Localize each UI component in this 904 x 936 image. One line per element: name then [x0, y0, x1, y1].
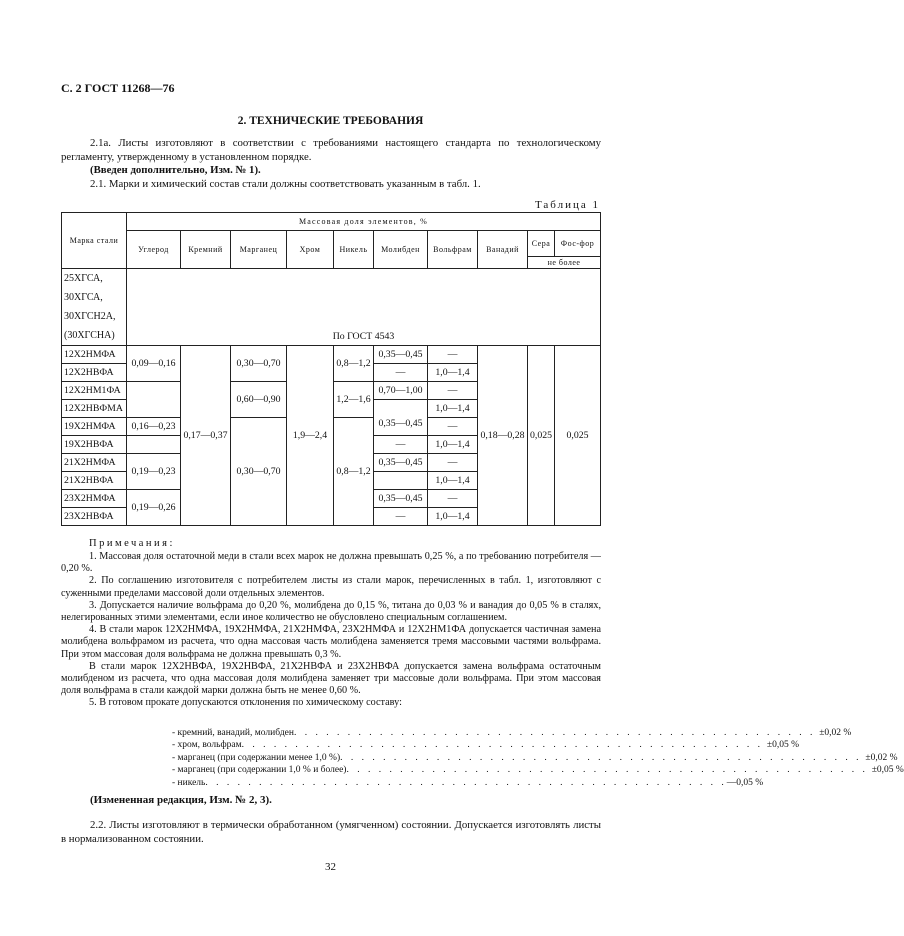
- header-phosphorus: Фос-фор: [555, 231, 601, 257]
- tungsten-cell: —: [428, 418, 478, 436]
- grade-cell: 12Х2НМ1ФА: [62, 382, 127, 400]
- leader-dots: . . . . . . . . . . . . . . . . . . . . . . . . . . . . . . . . . . . . . . . . . . . . . . . . .: [340, 752, 862, 763]
- tungsten-cell: —: [428, 490, 478, 508]
- grade-cell: 12Х2НМФА: [62, 346, 127, 364]
- tolerance-label: - марганец (при содержании 1,0 % и более): [172, 765, 347, 776]
- tolerance-row: [172, 764, 904, 776]
- molybdenum-cell-blank: [374, 400, 428, 418]
- carbon-cell: 0,19—0,23: [127, 454, 181, 490]
- header-grade: Марка стали: [62, 213, 127, 269]
- paragraph-2-2: 2.2. Листы изготовляют в термически обработанном (умягченном) состоянии. Допускается изготовлять листы в нормализованном состоянии.: [61, 819, 601, 845]
- nickel-cell: 1,2—1,6: [334, 382, 374, 418]
- silicon-cell: 0,17—0,37: [181, 346, 231, 526]
- molybdenum-cell: —: [374, 436, 428, 454]
- tolerance-row: [172, 739, 799, 751]
- leader-dots: . . . . . . . . . . . . . . . . . . . . . . . . . . . . . . . . . . . . . . . . . . . . . . . . .: [205, 777, 727, 788]
- tolerance-label: - никель: [172, 777, 206, 788]
- header-mass-fraction: Массовая доля элементов, %: [127, 213, 601, 231]
- leader-dots: . . . . . . . . . . . . . . . . . . . . . . . . . . . . . . . . . . . . . . . . . . . . . . . . .: [241, 740, 763, 751]
- carbon-cell: 0,16—0,23: [127, 418, 181, 436]
- grade-group-item: 30ХГСН2А,: [64, 311, 116, 322]
- manganese-cell: 0,30—0,70: [231, 418, 287, 526]
- tolerance-row: [172, 752, 898, 764]
- grade-cell: 23Х2НВФА: [62, 508, 127, 526]
- header-carbon: Углерод: [127, 231, 181, 269]
- tungsten-cell: —: [428, 454, 478, 472]
- tungsten-cell: 1,0—1,4: [428, 508, 478, 526]
- paragraph-2-2-block: [61, 818, 601, 846]
- tolerance-value: ±0,05 %: [766, 740, 799, 751]
- tungsten-cell: 1,0—1,4: [428, 472, 478, 490]
- grade-cell: 23Х2НМФА: [62, 490, 127, 508]
- manganese-cell: 0,60—0,90: [231, 382, 287, 418]
- grade-group-cell: [62, 269, 127, 346]
- note-item: 1. Массовая доля остаточной меди в стали всех марок не должна превышать 0,25 %, а по требованию потребителя — 0,20 %.: [61, 551, 601, 575]
- header-not-more: не более: [528, 257, 601, 269]
- grade-cell: 12Х2НВФМА: [62, 400, 127, 418]
- manganese-cell: 0,30—0,70: [231, 346, 287, 382]
- tungsten-cell: —: [428, 382, 478, 400]
- notes: [61, 551, 601, 710]
- grade-group-item: 30ХГСА,: [64, 292, 103, 303]
- page-header: С. 2 ГОСТ 11268—76: [61, 81, 175, 95]
- tolerance-value: —0,05 %: [726, 777, 764, 788]
- header-nickel: Никель: [334, 231, 374, 269]
- paragraph-2-1a: 2.1а. Листы изготовляют в соответствии с требованиями настоящего стандарта по технологическому регламенту, утвержденному в установленном порядке.: [61, 137, 601, 163]
- vanadium-cell: 0,18—0,28: [478, 346, 528, 526]
- grade-cell: 12Х2НВФА: [62, 364, 127, 382]
- tolerance-value: ±0,05 %: [871, 765, 904, 776]
- tolerance-row: [172, 777, 764, 789]
- header-sulfur: Сера: [528, 231, 555, 257]
- tolerance-label: - хром, вольфрам: [172, 740, 242, 751]
- header-vanadium: Ванадий: [478, 231, 528, 269]
- notes-title: Примечания:: [89, 538, 175, 549]
- nickel-cell: 0,8—1,2: [334, 346, 374, 382]
- table-label: Таблица 1: [534, 199, 600, 211]
- carbon-cell-blank: [127, 436, 181, 454]
- tungsten-cell: —: [428, 346, 478, 364]
- tungsten-cell: 1,0—1,4: [428, 400, 478, 418]
- note-item: 5. В готовом прокате допускаются отклонения по химическому составу:: [89, 697, 402, 709]
- tolerance-value: ±0,02 %: [819, 728, 852, 738]
- grade-cell: 21Х2НВФА: [62, 472, 127, 490]
- page-number: 32: [325, 861, 336, 873]
- header-tungsten: Вольфрам: [428, 231, 478, 269]
- grade-group-item: 25ХГСА,: [64, 273, 103, 284]
- molybdenum-cell: —: [374, 364, 428, 382]
- molybdenum-cell: 0,35—0,45: [374, 490, 428, 508]
- chromium-cell: 1,9—2,4: [287, 346, 334, 526]
- molybdenum-cell-blank: [374, 472, 428, 490]
- tungsten-cell: 1,0—1,4: [428, 364, 478, 382]
- note-item: 2. По соглашению изготовителя с потребителем листы из стали марок, перечисленных в табл. 1, изготовляют с суженными пределами массовой доли отдельных элементов.: [61, 575, 601, 599]
- header-silicon: Кремний: [181, 231, 231, 269]
- paragraph-2-1: 2.1. Марки и химический состав стали должны соответствовать указанным в табл. 1.: [90, 177, 481, 190]
- header-chromium: Хром: [287, 231, 334, 269]
- carbon-cell-blank: [127, 382, 181, 418]
- molybdenum-cell: 0,35—0,45: [374, 418, 428, 436]
- note-item: 4. В стали марок 12Х2НМФА, 19Х2НМФА, 21Х2НМФА, 23Х2НМФА и 12Х2НМ1ФА допускается частичная замена молибдена вольфрамом из расчета, что одна массовая часть молибдена заменяется тремя массовыми частями вольфрама. При этом массовая доля вольфрама не должна превышать 0,3 %.: [61, 624, 601, 660]
- molybdenum-cell: —: [374, 508, 428, 526]
- tolerance-list: [172, 727, 904, 789]
- intro-paragraphs: [61, 137, 601, 191]
- molybdenum-cell: 0,35—0,45: [374, 454, 428, 472]
- tungsten-cell: 1,0—1,4: [428, 436, 478, 454]
- grade-cell: 19Х2НВФА: [62, 436, 127, 454]
- grade-group-item: (30ХГСНА): [64, 330, 115, 341]
- phosphorus-cell: 0,025: [555, 346, 601, 526]
- leader-dots: . . . . . . . . . . . . . . . . . . . . . . . . . . . . . . . . . . . . . . . . . . . . . . . . .: [293, 728, 816, 738]
- composition-table: [61, 212, 601, 526]
- grade-cell: 19Х2НМФА: [62, 418, 127, 436]
- grade-cell: 21Х2НМФА: [62, 454, 127, 472]
- note-item: 3. Допускается наличие вольфрама до 0,20 %, молибдена до 0,15 %, титана до 0,03 % и ванадия до 0,05 % в сталях, нелегированных этими элементами, если иное количество не обусловлено специальным соглашением.: [61, 599, 601, 624]
- amendment-note: (Измененная редакция, Изм. № 2, 3).: [90, 794, 272, 806]
- section-title: 2. ТЕХНИЧЕСКИЕ ТРЕБОВАНИЯ: [237, 115, 424, 127]
- sulfur-cell: 0,025: [528, 346, 555, 526]
- tolerance-label: - марганец (при содержании менее 1,0 %): [172, 752, 341, 763]
- introduced-note: (Введен дополнительно, Изм. № 1).: [90, 164, 261, 176]
- molybdenum-cell: 0,35—0,45: [374, 346, 428, 364]
- tolerance-label: - кремний, ванадий, молибден: [172, 728, 294, 738]
- nickel-cell: 0,8—1,2: [334, 418, 374, 526]
- tolerance-value: ±0,02 %: [865, 752, 898, 763]
- note-item: В стали марок 12Х2НВФА, 19Х2НВФА, 21Х2НВФА и 23Х2НВФА допускается замена вольфрама остаточным молибденом из расчета, что одна массовая доля молибдена заменяет три массовые доли вольфрама. При этом массовая доля вольфрама в стали каждой марки должна быть не менее 0,60 %.: [61, 660, 601, 697]
- carbon-cell: 0,19—0,26: [127, 490, 181, 526]
- molybdenum-cell: 0,70—1,00: [374, 382, 428, 400]
- carbon-cell: 0,09—0,16: [127, 346, 181, 382]
- header-manganese: Марганец: [231, 231, 287, 269]
- gost-reference: По ГОСТ 4543: [127, 269, 601, 346]
- tolerance-row: [172, 727, 852, 739]
- header-molybdenum: Молибден: [374, 231, 428, 269]
- leader-dots: . . . . . . . . . . . . . . . . . . . . . . . . . . . . . . . . . . . . . . . . . . . . . . . . .: [346, 765, 868, 776]
